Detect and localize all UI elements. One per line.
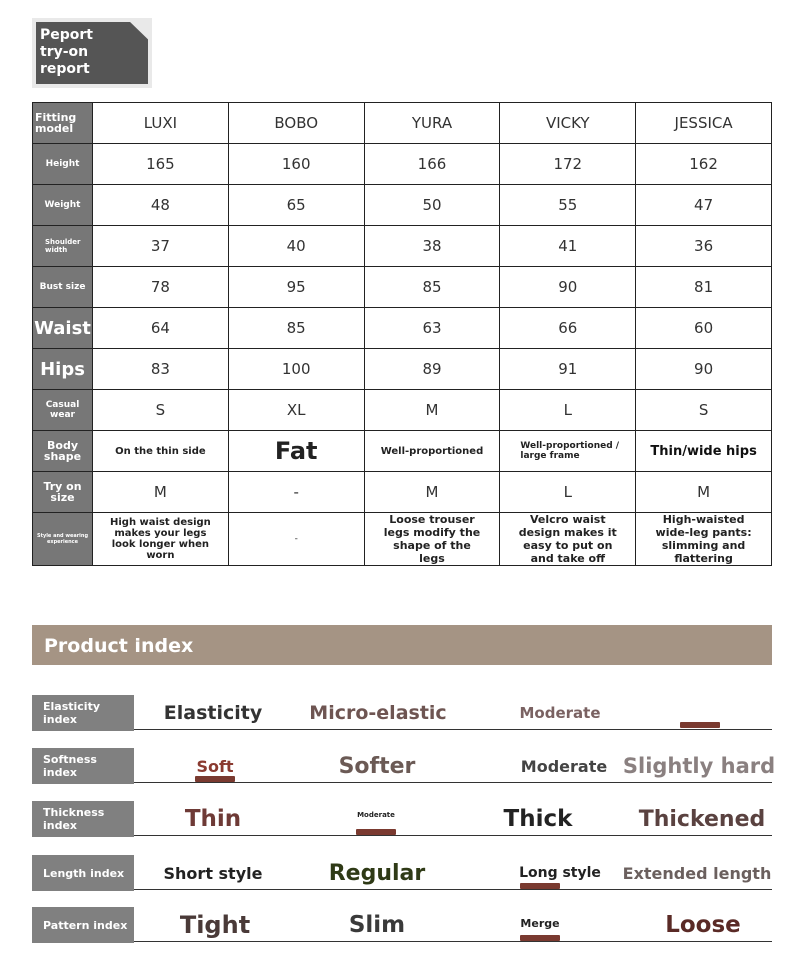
model-name: YURA (364, 103, 500, 144)
index-option: Elasticity (163, 702, 263, 724)
table-row (33, 267, 772, 308)
table-row (33, 185, 772, 226)
table-cell: 50 (364, 185, 500, 226)
table-cell: 78 (93, 267, 229, 308)
index-label: Thickness index (32, 801, 134, 837)
table-cell: On the thin side (93, 431, 229, 472)
table-cell: Loose trouser legs modify the shape of the legs (364, 513, 500, 566)
index-option: Short style (163, 863, 263, 883)
table-cell: XL (228, 390, 364, 431)
table-row (33, 431, 772, 472)
row-header-body-shape: Body shape (33, 431, 93, 472)
index-label: Softness index (32, 748, 134, 784)
table-row (33, 472, 772, 513)
table-cell: 166 (364, 144, 500, 185)
badge-line-3: report (40, 61, 90, 77)
table-cell: 37 (93, 226, 229, 267)
table-row (33, 144, 772, 185)
table-cell: 85 (228, 308, 364, 349)
table-cell: 38 (364, 226, 500, 267)
table-cell: 64 (93, 308, 229, 349)
row-header-bust-size: Bust size (33, 267, 93, 308)
index-option: Tight (179, 911, 251, 939)
table-cell: 100 (228, 349, 364, 390)
model-name: VICKY (500, 103, 636, 144)
index-option: bullets (684, 706, 716, 716)
row-header-style-experience: Style and wearing experience (33, 513, 93, 566)
table-row (33, 390, 772, 431)
model-name: LUXI (93, 103, 229, 144)
badge-line-2: try-on (40, 44, 89, 60)
row-header-height: Height (33, 144, 93, 185)
table-cell: 81 (636, 267, 772, 308)
index-option: Loose (665, 912, 741, 938)
table-cell: 83 (93, 349, 229, 390)
index-option: Long style (519, 865, 601, 881)
row-header-casual-wear: Casual wear (33, 390, 93, 431)
index-option: Micro-elastic (309, 702, 447, 724)
row-header-try-on-size: Try on size (33, 472, 93, 513)
index-option: Regular (328, 860, 426, 886)
table-cell: 48 (93, 185, 229, 226)
table-cell: L (500, 472, 636, 513)
table-cell: Fat (228, 431, 364, 472)
report-badge (32, 18, 152, 88)
index-option: Soft (196, 756, 234, 776)
product-index-banner (32, 625, 772, 665)
index-option: Moderate (357, 811, 395, 819)
table-cell: High waist design makes your legs look longer when worn (93, 513, 229, 566)
table-cell: 66 (500, 308, 636, 349)
table-cell: 85 (364, 267, 500, 308)
table-row (33, 308, 772, 349)
index-option: Moderate (520, 756, 608, 776)
row-header-hips: Hips (33, 349, 93, 390)
selected-marker (680, 722, 720, 728)
index-row-thickness (32, 801, 772, 837)
table-cell: 91 (500, 349, 636, 390)
fitting-table (32, 102, 772, 566)
index-row-pattern (32, 907, 772, 943)
table-cell: 89 (364, 349, 500, 390)
index-option: Thickened (638, 806, 766, 832)
index-row-elasticity (32, 695, 772, 731)
table-cell: 36 (636, 226, 772, 267)
row-header-fitting-model: Fitting model (33, 103, 93, 144)
badge-title (40, 27, 120, 78)
table-cell: Thin/wide hips (636, 431, 772, 472)
table-cell: 47 (636, 185, 772, 226)
row-divider (134, 782, 772, 783)
table-row (33, 226, 772, 267)
index-option: Slim (348, 912, 406, 938)
table-cell: M (364, 390, 500, 431)
table-cell: 60 (636, 308, 772, 349)
table-row (33, 513, 772, 566)
row-header-weight: Weight (33, 185, 93, 226)
table-cell: 90 (636, 349, 772, 390)
table-cell: - (228, 513, 364, 566)
index-label: Length index (32, 855, 134, 891)
table-cell: M (636, 472, 772, 513)
index-label: Elasticity index (32, 695, 134, 731)
index-option: Thick (503, 806, 573, 832)
index-option: Softer (338, 753, 416, 779)
table-cell: 90 (500, 267, 636, 308)
table-row (33, 103, 772, 144)
table-cell: M (93, 472, 229, 513)
table-cell: 165 (93, 144, 229, 185)
table-cell: 95 (228, 267, 364, 308)
index-row-softness (32, 748, 776, 784)
row-divider (134, 941, 772, 942)
table-row (33, 349, 772, 390)
table-cell: L (500, 390, 636, 431)
product-index-title: Product index (44, 635, 194, 657)
table-cell: Well-proportioned (364, 431, 500, 472)
index-option: Moderate (519, 704, 601, 722)
table-cell: 40 (228, 226, 364, 267)
index-option: Extended length (622, 863, 772, 883)
table-cell: 55 (500, 185, 636, 226)
table-cell: 160 (228, 144, 364, 185)
index-row-length (32, 855, 772, 891)
badge-line-1: Peport (40, 27, 93, 43)
row-header-shoulder-width: Shoulder width (33, 226, 93, 267)
index-label: Pattern index (32, 907, 134, 943)
table-cell: M (364, 472, 500, 513)
table-cell: 172 (500, 144, 636, 185)
row-divider (134, 729, 772, 730)
table-cell: 63 (364, 308, 500, 349)
table-cell: S (93, 390, 229, 431)
table-cell: S (636, 390, 772, 431)
index-option: Merge (520, 916, 560, 930)
table-cell: High-waisted wide-leg pants: slimming and flattering (636, 513, 772, 566)
model-name: JESSICA (636, 103, 772, 144)
table-cell: Velcro waist design makes it easy to put on and take off (500, 513, 636, 566)
model-name: BOBO (228, 103, 364, 144)
row-header-waist: Waist (33, 308, 93, 349)
index-option: Thin (184, 806, 242, 832)
table-cell: Well-proportioned / large frame (500, 431, 636, 472)
row-divider (134, 889, 772, 890)
table-cell: 65 (228, 185, 364, 226)
table-cell: - (228, 472, 364, 513)
table-cell: 41 (500, 226, 636, 267)
index-option: Slightly hard (622, 754, 776, 778)
row-divider (134, 835, 772, 836)
table-cell: 162 (636, 144, 772, 185)
